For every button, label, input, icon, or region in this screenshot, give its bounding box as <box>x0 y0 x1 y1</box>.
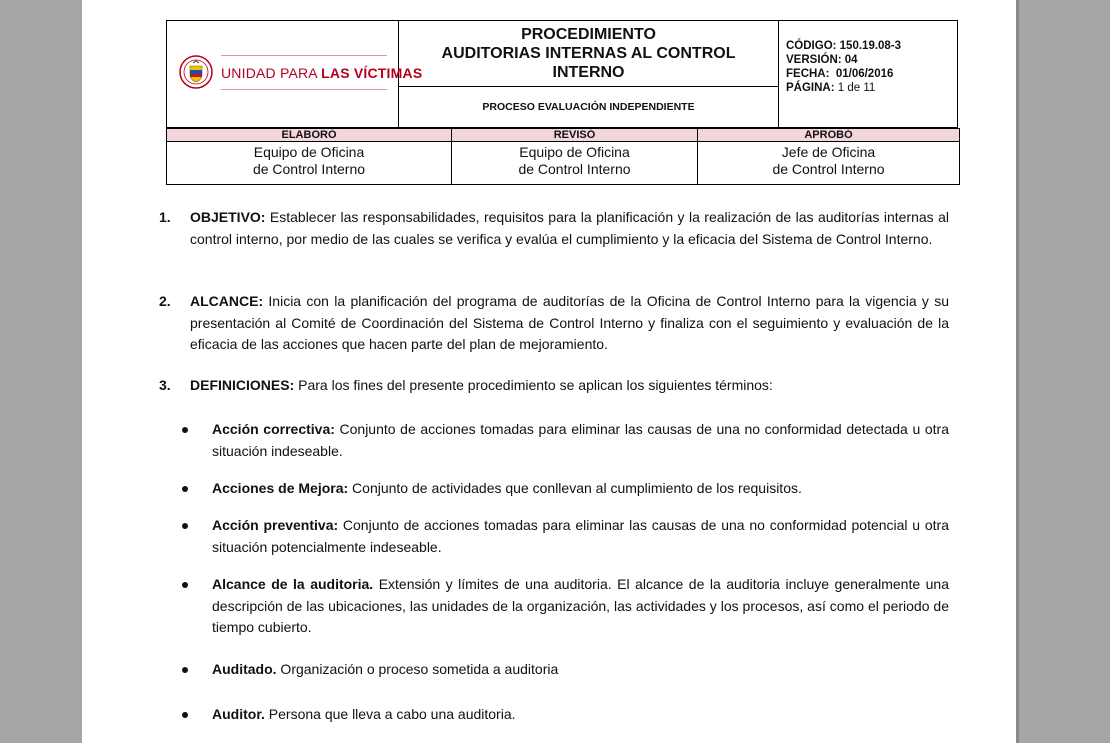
document-page-number: PÁGINA: 1 de 11 <box>786 82 876 94</box>
coat-of-arms-icon <box>179 55 213 89</box>
bullet-icon <box>182 667 188 673</box>
approval-header-row <box>166 128 960 142</box>
bullet-icon <box>182 486 188 492</box>
approval-header-aprobo: APROBÓ <box>804 129 853 141</box>
document-page <box>82 0 1016 743</box>
bullet-icon <box>182 523 188 529</box>
definition-item: Acción correctiva: Conjunto de acciones tomadas para eliminar las causas de una no conformidad detectada u otra situación indeseable. <box>182 419 949 462</box>
section-objetivo: 1. OBJETIVO: Establecer las responsabilidades, requisitos para la planificación y la realización de las auditorías internas al control interno, por medio de las cuales se verifica y evalúa el cumplimiento y la eficacia del Sistema de Control Interno. <box>159 209 949 247</box>
definition-item: Acción preventiva: Conjunto de acciones tomadas para eliminar las causas de una no conformidad potencial u otra situación potencialmente indeseable. <box>182 515 949 558</box>
logo-cell <box>167 21 423 127</box>
document-date: FECHA: 01/06/2016 <box>786 68 894 80</box>
header-table <box>166 20 958 128</box>
section-alcance: 2. ALCANCE: Inicia con la planificación del programa de auditorías de la Oficina de Control Interno para la vigencia y su presentación al Comité de Coordinación del Sistema de Control Interno y finaliza con el seguimiento y evaluación de la eficacia de las acciones que hacen parte del plan de mejoramiento. <box>159 293 949 352</box>
bullet-icon <box>182 712 188 718</box>
document-metadata <box>779 21 957 127</box>
approval-header-reviso: REVISÓ <box>452 129 698 141</box>
bullet-icon <box>182 582 188 588</box>
approval-elaboro: Equipo de Oficina de Control Interno <box>167 142 452 184</box>
page-shadow <box>1016 0 1019 743</box>
logo-text: UNIDAD PARA LAS VÍCTIMAS <box>221 65 423 81</box>
document-version: VERSIÓN: 04 <box>786 54 858 66</box>
section-definiciones: 3. DEFINICIONES: Para los fines del presente procedimiento se aplican los siguientes términos: <box>159 377 773 393</box>
process-name: PROCESO EVALUACIÓN INDEPENDIENTE <box>482 101 695 113</box>
logo <box>179 55 423 91</box>
title-cell <box>399 21 779 127</box>
definition-item: Acciones de Mejora: Conjunto de actividades que conllevan al cumplimiento de los requisitos. <box>182 478 949 500</box>
approval-header-elaboro: ELABORÓ <box>167 129 452 141</box>
definition-item: Alcance de la auditoria. Extensión y límites de una auditoria. El alcance de la auditoria incluye generalmente una descripción de las ubicaciones, las unidades de la organización, las actividades y los procesos, así como el periodo de tiempo cubierto. <box>182 574 949 639</box>
definition-item: Auditado. Organización o proceso sometida a auditoria <box>182 659 949 681</box>
document-title: PROCEDIMIENTO AUDITORIAS INTERNAS AL CONTROL INTERNO <box>399 21 778 87</box>
approval-table <box>166 128 960 185</box>
bullet-icon <box>182 427 188 433</box>
approval-aprobo: Jefe de Oficina de Control Interno <box>772 144 885 177</box>
definition-item: Auditor. Persona que lleva a cabo una auditoria. <box>182 704 949 726</box>
approval-reviso: Equipo de Oficina de Control Interno <box>452 142 698 184</box>
approval-body-row <box>166 142 960 185</box>
document-code: CÓDIGO: 150.19.08-3 <box>786 40 902 52</box>
